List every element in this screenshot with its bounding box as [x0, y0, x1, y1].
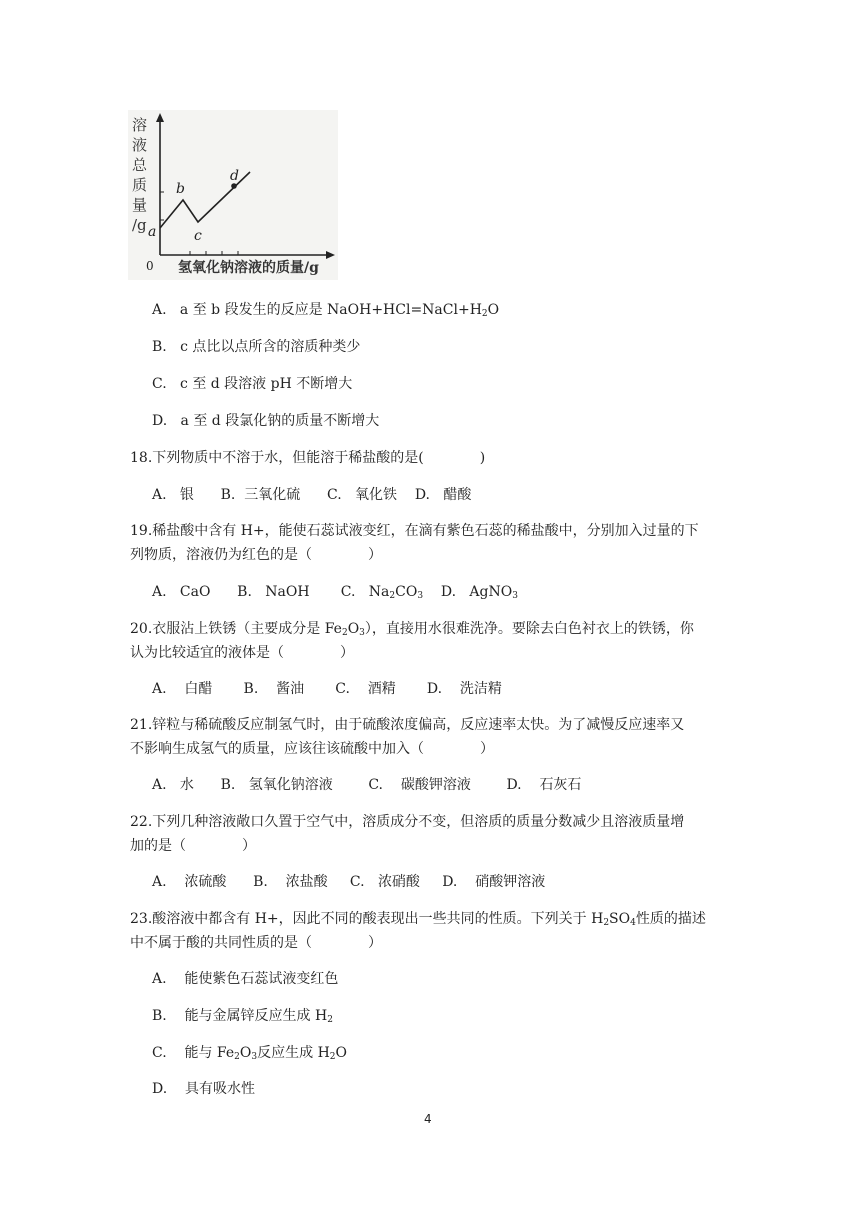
q19-option-b[interactable]: B. NaOH [237, 584, 310, 600]
point-c-label: c [194, 228, 202, 244]
point-d-label: d [230, 168, 239, 184]
q18-option-a[interactable]: A. 银 [152, 487, 194, 503]
q22-stem-line2: 加的是（ ） [130, 838, 256, 854]
ylabel-char: 总 [132, 156, 148, 174]
q19-option-c[interactable]: C. $Na_2CO_3$ [340, 584, 424, 601]
q22-options [152, 872, 545, 892]
option-key: B. [152, 339, 167, 355]
q17-option-c[interactable] [152, 374, 352, 394]
q23-option-b[interactable]: B. 能与金属锌反应生成 $H_2$ [152, 1008, 333, 1025]
q20-options [152, 679, 502, 699]
q19-stem-line1: 19.稀盐酸中含有 H+，能使石蕊试液变红，在滴有紫色石蕊的稀盐酸中，分别加入过量的下 [130, 523, 699, 539]
option-key: C. [152, 376, 167, 392]
origin-label: 0 [146, 259, 154, 273]
q19-options [152, 582, 518, 602]
q17-option-b[interactable] [152, 337, 360, 357]
q18-option-c[interactable]: C. 氧化铁 [326, 487, 398, 503]
q21-option-c[interactable]: C. 碳酸钾溶液 [368, 777, 471, 793]
page-number: 4 [424, 1112, 432, 1126]
option-text: a 至 b 段发生的反应是 NaOH+HCl=NaCl+H [179, 302, 482, 318]
q21-options [152, 775, 581, 795]
q20-option-b[interactable]: B. 酱油 [243, 681, 305, 697]
q22-stem-line1: 22.下列几种溶液敞口久置于空气中，溶质成分不变，但溶质的质量分数减少且溶液质量增 [130, 814, 685, 830]
q18-option-b[interactable]: B. 三氧化硫 [220, 487, 301, 503]
ylabel-char: 量 [132, 196, 148, 214]
q17-option-d[interactable] [152, 411, 379, 431]
option-text: c 点比以点所含的溶质种类少 [180, 339, 361, 355]
option-text: c 至 d 段溶液 pH 不断增大 [180, 376, 353, 392]
q23-stem-line2: 中不属于酸的共同性质的是（ ） [130, 935, 382, 951]
ylabel-char: 溶 [132, 116, 148, 134]
graph-svg [128, 110, 338, 280]
option-text: a 至 d 段氯化钠的质量不断增大 [180, 413, 380, 429]
q19-stem-line2: 列物质，溶液仍为红色的是（ ） [130, 547, 382, 563]
x-axis-label: 氢氧化钠溶液的质量/g [178, 260, 319, 276]
q23-option-a[interactable]: A. 能使紫色石蕊试液变红色 [152, 971, 339, 987]
q23-stem-line1: 23.酸溶液中都含有 H+，因此不同的酸表现出一些共同的性质。下列关于 $H_2SO_4$性质的描述 [130, 911, 706, 928]
point-b-label: b [176, 181, 185, 197]
q17-option-a[interactable]: A. a 至 b 段发生的反应是 $NaOH+HCl=NaCl+H_2O$ [152, 302, 500, 319]
option-key: D. [152, 413, 168, 429]
q20-stem-line2: 认为比较适宜的液体是（ ） [130, 645, 354, 661]
ylabel-char: /g [132, 216, 147, 234]
q21-stem-line2: 不影响生成氢气的质量，应该往该硫酸中加入（ ） [130, 741, 494, 757]
q19-option-a[interactable]: A. CaO [152, 584, 211, 600]
q18-stem: 18.下列物质中不溶于水，但能溶于稀盐酸的是( ) [130, 450, 486, 466]
option-key: A. [152, 302, 167, 318]
q21-option-b[interactable]: B. 氢氧化钠溶液 [220, 777, 333, 793]
q20-stem-line1: 20.衣服沾上铁锈（主要成分是 $Fe_2O_3$），直接用水很难洗净。要除去白色衬衣上的铁锈，你 [130, 621, 694, 638]
q18-options [152, 485, 471, 505]
q21-stem-line1: 21.锌粒与稀硫酸反应制氢气时，由于硫酸浓度偏高，反应速率太快。为了减慢反应速率又 [130, 717, 685, 733]
q23-option-d[interactable]: D. 具有吸水性 [152, 1081, 255, 1097]
q22-option-a[interactable]: A. 浓硫酸 [152, 874, 227, 890]
point-d-dot [231, 183, 237, 189]
q23-option-c[interactable]: C. 能与 $Fe_2O_3$反应生成 $H_2O$ [152, 1045, 348, 1062]
q18-option-d[interactable]: D. 醋酸 [414, 487, 472, 503]
ylabel-char: 质 [132, 176, 148, 194]
q22-option-d[interactable]: D. 硝酸钾溶液 [442, 874, 546, 890]
q21-option-d[interactable]: D. 石灰石 [506, 777, 582, 793]
q20-option-a[interactable]: A. 白醋 [152, 681, 213, 697]
q19-option-d[interactable]: D. AgNO$_3$ [440, 584, 518, 601]
mass-vs-naoh-graph [128, 110, 338, 280]
q20-option-c[interactable]: C. 酒精 [335, 681, 396, 697]
q20-option-d[interactable]: D. 洗洁精 [426, 681, 502, 697]
point-a-label: a [148, 224, 157, 240]
q22-option-b[interactable]: B. 浓盐酸 [253, 874, 328, 890]
q21-option-a[interactable]: A. 水 [152, 777, 194, 793]
q22-option-c[interactable]: C. 浓硝酸 [349, 874, 420, 890]
ylabel-char: 液 [132, 136, 148, 154]
